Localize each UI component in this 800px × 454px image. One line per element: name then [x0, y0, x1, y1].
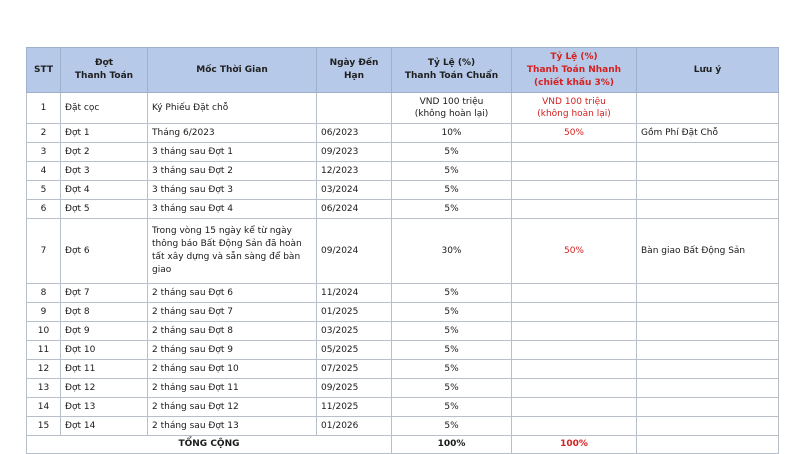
cell-standard-rate: 5% — [392, 360, 512, 379]
cell-quick-rate — [512, 200, 637, 219]
cell-standard-rate: 5% — [392, 181, 512, 200]
cell-quick-rate — [512, 303, 637, 322]
total-label: TỔNG CỘNG — [27, 436, 392, 454]
header-standard-rate: Tỷ Lệ (%) Thanh Toán Chuẩn — [392, 48, 512, 93]
table-row — [27, 417, 779, 436]
cell-stt: 6 — [27, 200, 61, 219]
cell-stt: 1 — [27, 93, 61, 124]
cell-stt: 8 — [27, 284, 61, 303]
cell-due-date: 06/2024 — [317, 200, 392, 219]
cell-installment: Đợt 3 — [61, 162, 148, 181]
cell-quick-rate — [512, 284, 637, 303]
cell-milestone: 2 tháng sau Đợt 7 — [148, 303, 317, 322]
table-row — [27, 379, 779, 398]
table-row — [27, 341, 779, 360]
cell-stt: 10 — [27, 322, 61, 341]
cell-standard-rate: 5% — [392, 379, 512, 398]
cell-quick-rate — [512, 143, 637, 162]
cell-note — [637, 341, 779, 360]
cell-quick-rate — [512, 360, 637, 379]
cell-due-date — [317, 93, 392, 124]
header-quick-rate: Tỷ Lệ (%) Thanh Toán Nhanh (chiết khấu 3%) — [512, 48, 637, 93]
cell-due-date: 05/2025 — [317, 341, 392, 360]
cell-due-date: 06/2023 — [317, 124, 392, 143]
cell-installment: Đợt 5 — [61, 200, 148, 219]
table-body — [27, 93, 779, 436]
cell-quick-rate — [512, 341, 637, 360]
cell-stt: 7 — [27, 219, 61, 284]
cell-quick-rate: 50% — [512, 219, 637, 284]
cell-standard-rate: 5% — [392, 341, 512, 360]
cell-due-date: 09/2023 — [317, 143, 392, 162]
cell-milestone: 2 tháng sau Đợt 11 — [148, 379, 317, 398]
cell-quick-rate — [512, 398, 637, 417]
cell-due-date: 12/2023 — [317, 162, 392, 181]
cell-stt: 5 — [27, 181, 61, 200]
cell-due-date: 09/2025 — [317, 379, 392, 398]
total-note — [637, 436, 779, 454]
table-row — [27, 303, 779, 322]
cell-milestone: 2 tháng sau Đợt 10 — [148, 360, 317, 379]
cell-standard-rate: 10% — [392, 124, 512, 143]
cell-quick-rate — [512, 181, 637, 200]
cell-stt: 11 — [27, 341, 61, 360]
cell-standard-rate: 5% — [392, 284, 512, 303]
cell-note — [637, 398, 779, 417]
table-row — [27, 124, 779, 143]
cell-quick-rate — [512, 322, 637, 341]
cell-standard-rate: VND 100 triệu (không hoàn lại) — [392, 93, 512, 124]
total-row — [27, 436, 779, 454]
cell-note — [637, 303, 779, 322]
cell-standard-rate: 5% — [392, 162, 512, 181]
header-row — [27, 48, 779, 93]
cell-note — [637, 360, 779, 379]
cell-milestone: Tháng 6/2023 — [148, 124, 317, 143]
cell-installment: Đợt 12 — [61, 379, 148, 398]
table-row — [27, 143, 779, 162]
table-row — [27, 219, 779, 284]
cell-note — [637, 143, 779, 162]
header-milestone: Mốc Thời Gian — [148, 48, 317, 93]
cell-milestone: 2 tháng sau Đợt 12 — [148, 398, 317, 417]
cell-standard-rate: 5% — [392, 398, 512, 417]
cell-milestone: 2 tháng sau Đợt 8 — [148, 322, 317, 341]
cell-due-date: 11/2025 — [317, 398, 392, 417]
table-row — [27, 360, 779, 379]
header-due-date: Ngày Đến Hạn — [317, 48, 392, 93]
cell-stt: 12 — [27, 360, 61, 379]
cell-stt: 15 — [27, 417, 61, 436]
cell-note — [637, 417, 779, 436]
cell-standard-rate: 5% — [392, 303, 512, 322]
cell-installment: Đợt 7 — [61, 284, 148, 303]
cell-quick-rate — [512, 162, 637, 181]
header-stt: STT — [27, 48, 61, 93]
cell-due-date: 01/2026 — [317, 417, 392, 436]
cell-note: Gồm Phí Đặt Chỗ — [637, 124, 779, 143]
cell-note — [637, 284, 779, 303]
table-row — [27, 162, 779, 181]
payment-schedule-table — [26, 47, 779, 454]
table-row — [27, 93, 779, 124]
cell-due-date: 09/2024 — [317, 219, 392, 284]
cell-note — [637, 200, 779, 219]
cell-due-date: 07/2025 — [317, 360, 392, 379]
cell-stt: 14 — [27, 398, 61, 417]
cell-installment: Đợt 14 — [61, 417, 148, 436]
cell-note — [637, 379, 779, 398]
cell-milestone: 3 tháng sau Đợt 1 — [148, 143, 317, 162]
cell-installment: Đợt 10 — [61, 341, 148, 360]
cell-milestone: 3 tháng sau Đợt 3 — [148, 181, 317, 200]
total-standard: 100% — [392, 436, 512, 454]
cell-milestone: 2 tháng sau Đợt 9 — [148, 341, 317, 360]
cell-due-date: 03/2025 — [317, 322, 392, 341]
cell-installment: Đợt 9 — [61, 322, 148, 341]
cell-installment: Đợt 13 — [61, 398, 148, 417]
cell-note — [637, 181, 779, 200]
cell-milestone: 2 tháng sau Đợt 13 — [148, 417, 317, 436]
cell-note — [637, 322, 779, 341]
cell-note — [637, 162, 779, 181]
cell-milestone: Trong vòng 15 ngày kể từ ngày thông báo Bất Động Sản đã hoàn tất xây dựng và sẵn sàng để bàn giao — [148, 219, 317, 284]
cell-installment: Đợt 4 — [61, 181, 148, 200]
cell-standard-rate: 5% — [392, 417, 512, 436]
cell-quick-rate — [512, 417, 637, 436]
cell-quick-rate — [512, 379, 637, 398]
cell-standard-rate: 5% — [392, 200, 512, 219]
header-installment: Đợt Thanh Toán — [61, 48, 148, 93]
cell-due-date: 11/2024 — [317, 284, 392, 303]
cell-milestone: 3 tháng sau Đợt 4 — [148, 200, 317, 219]
cell-stt: 9 — [27, 303, 61, 322]
cell-stt: 4 — [27, 162, 61, 181]
cell-installment: Đợt 11 — [61, 360, 148, 379]
cell-milestone: Ký Phiếu Đặt chỗ — [148, 93, 317, 124]
cell-quick-rate: 50% — [512, 124, 637, 143]
table-row — [27, 398, 779, 417]
cell-installment: Đặt cọc — [61, 93, 148, 124]
cell-installment: Đợt 8 — [61, 303, 148, 322]
cell-installment: Đợt 6 — [61, 219, 148, 284]
table-row — [27, 284, 779, 303]
total-quick: 100% — [512, 436, 637, 454]
cell-stt: 13 — [27, 379, 61, 398]
table-row — [27, 200, 779, 219]
cell-installment: Đợt 1 — [61, 124, 148, 143]
cell-due-date: 03/2024 — [317, 181, 392, 200]
cell-stt: 2 — [27, 124, 61, 143]
cell-quick-rate: VND 100 triệu (không hoàn lại) — [512, 93, 637, 124]
table-row — [27, 181, 779, 200]
cell-installment: Đợt 2 — [61, 143, 148, 162]
cell-note: Bàn giao Bất Động Sản — [637, 219, 779, 284]
cell-note — [637, 93, 779, 124]
header-note: Lưu ý — [637, 48, 779, 93]
cell-standard-rate: 30% — [392, 219, 512, 284]
table-row — [27, 322, 779, 341]
cell-standard-rate: 5% — [392, 322, 512, 341]
cell-milestone: 3 tháng sau Đợt 2 — [148, 162, 317, 181]
payment-schedule-sheet — [26, 47, 778, 454]
cell-due-date: 01/2025 — [317, 303, 392, 322]
cell-milestone: 2 tháng sau Đợt 6 — [148, 284, 317, 303]
cell-stt: 3 — [27, 143, 61, 162]
cell-standard-rate: 5% — [392, 143, 512, 162]
